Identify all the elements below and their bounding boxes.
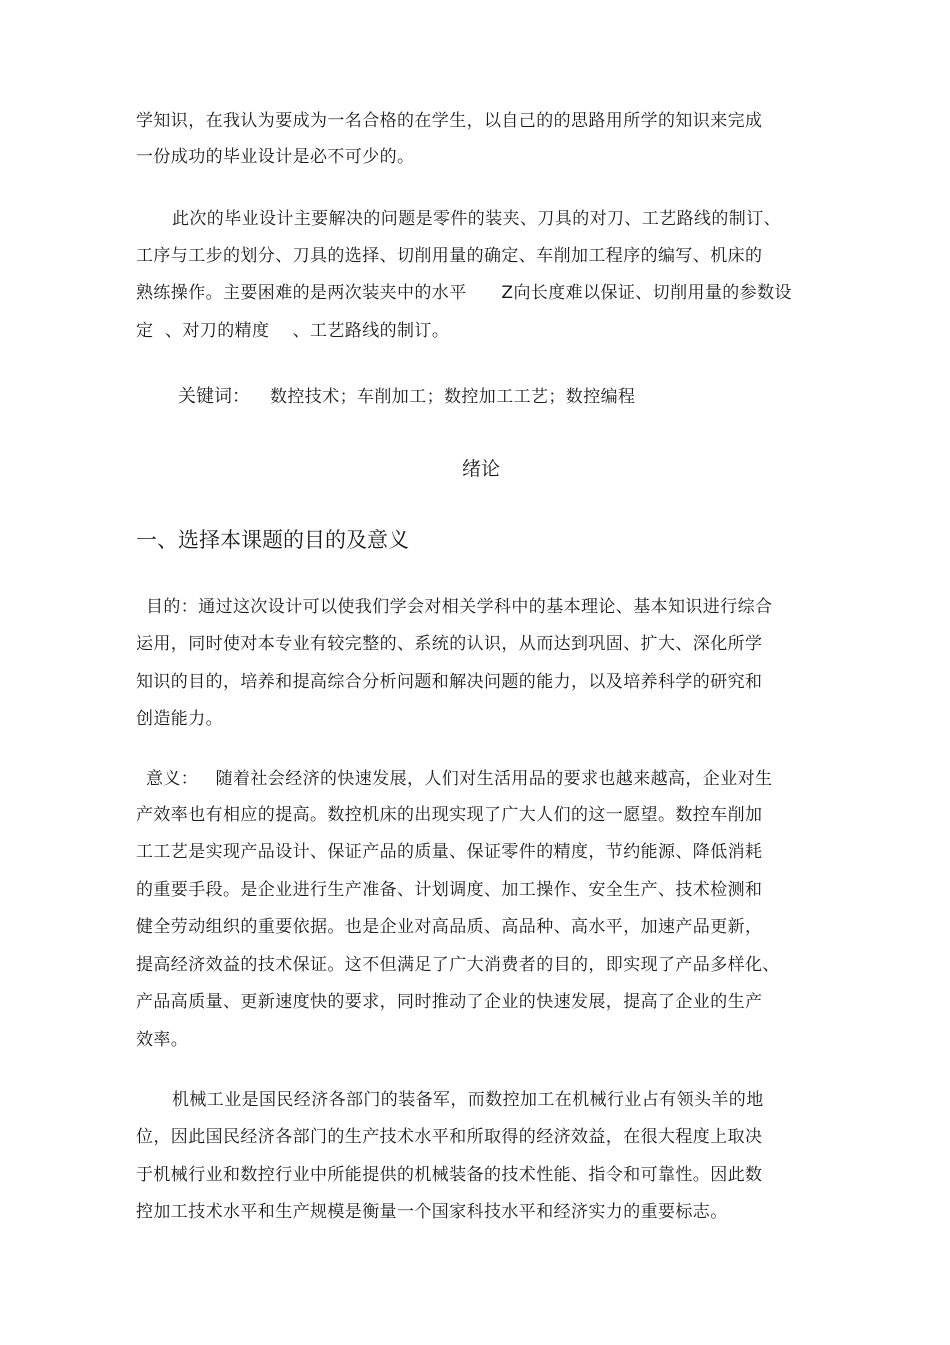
significance-line: 产品高质量、更新速度快的要求，同时推动了企业的快速发展，提高了企业的生产	[136, 992, 763, 1012]
problems-line: 定 、对刀的精度 、工艺路线的制订。	[136, 321, 450, 341]
section-heading: 一、选择本课题的目的及意义	[136, 528, 409, 552]
problems-line: 工序与工步的划分、刀具的选择、切削用量的确定、车削加工程序的编写、机床的	[136, 246, 763, 266]
significance-line: 健全劳动组织的重要依据。也是企业对高品质、高品种、高水平，加速产品更新，	[136, 917, 763, 937]
industry-line: 位，因此国民经济各部门的生产技术水平和所取得的经济效益，在很大程度上取决	[136, 1127, 763, 1147]
significance-line: 意义： 随着社会经济的快速发展，人们对生活用品的要求也越来越高，企业对生	[146, 769, 773, 789]
significance-line: 产效率也有相应的提高。数控机床的出现实现了广大人们的这一愿望。数控车削加	[136, 805, 763, 825]
industry-line: 于机械行业和数控行业中所能提供的机械装备的技术性能、指令和可靠性。因此数	[136, 1165, 763, 1185]
purpose-line: 运用，同时使对本专业有较完整的、系统的认识，从而达到巩固、扩大、深化所学	[136, 634, 763, 654]
problems-line: 熟练操作。主要困难的是两次装夹中的水平 Z向长度难以保证、切削用量的参数设	[136, 283, 792, 303]
significance-line: 工工艺是实现产品设计、保证产品的质量、保证零件的精度，节约能源、降低消耗	[136, 842, 763, 862]
keywords-value: 数控技术；车削加工；数控加工工艺；数控编程	[270, 387, 636, 407]
purpose-line: 知识的目的，培养和提高综合分析问题和解决问题的能力，以及培养科学的研究和	[136, 672, 763, 692]
purpose-line: 创造能力。	[136, 709, 223, 729]
significance-line: 的重要手段。是企业进行生产准备、计划调度、加工操作、安全生产、技术检测和	[136, 880, 763, 900]
industry-line: 机械工业是国民经济各部门的装备军，而数控加工在机械行业占有领头羊的地	[172, 1090, 764, 1110]
significance-line: 提高经济效益的技术保证。这不但满足了广大消费者的目的，即实现了产品多样化、	[136, 955, 780, 975]
purpose-line: 目的：通过这次设计可以使我们学会对相关学科中的基本理论、基本知识进行综合	[146, 597, 773, 617]
intro-line: 一份成功的毕业设计是必不可少的。	[136, 147, 415, 167]
significance-line: 效率。	[136, 1030, 189, 1050]
keywords-label: 关键词：	[178, 386, 250, 407]
problems-line: 此次的毕业设计主要解决的问题是零件的装夹、刀具的对刀、工艺路线的制订、	[172, 209, 781, 229]
intro-line: 学知识，在我认为要成为一名合格的在学生，以自己的的思路用所学的知识来完成	[136, 111, 763, 131]
chapter-title: 绪论	[462, 458, 501, 480]
industry-line: 控加工技术水平和生产规模是衡量一个国家科技水平和经济实力的重要标志。	[136, 1202, 728, 1222]
